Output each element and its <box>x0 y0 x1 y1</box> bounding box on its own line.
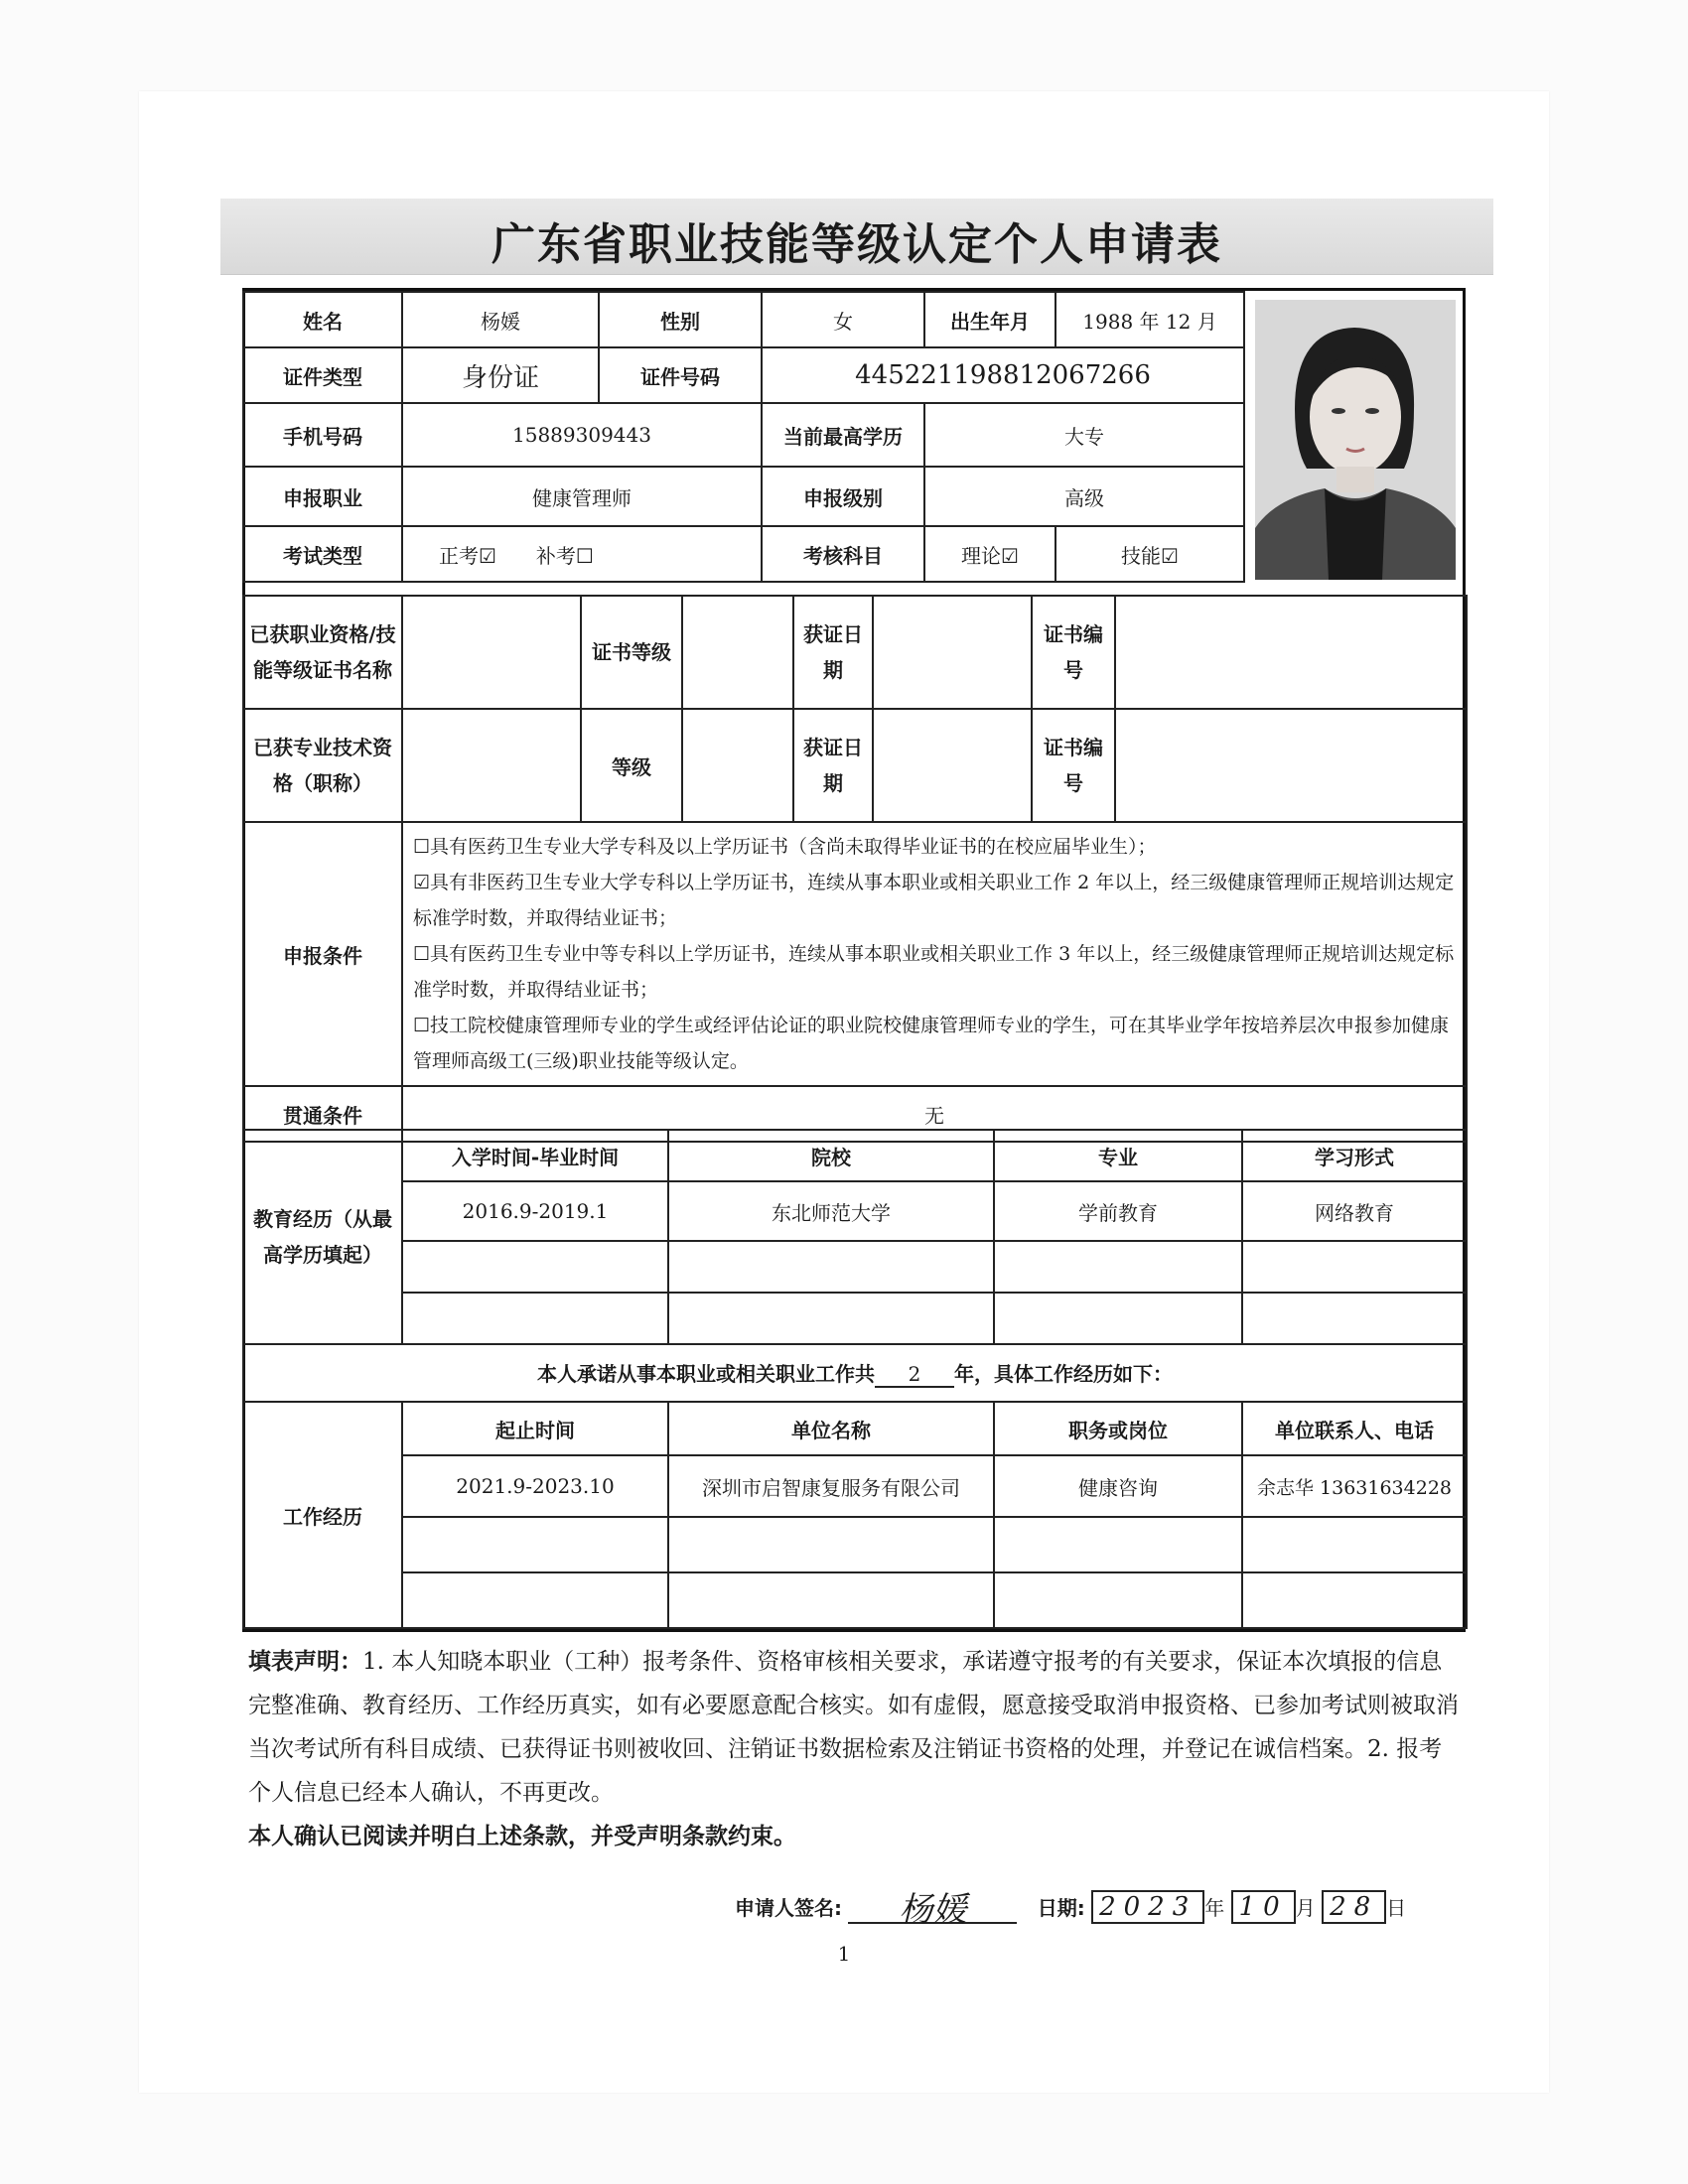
form-title: 广东省职业技能等级认定个人申请表 <box>492 219 1222 270</box>
work-position: 健康咨询 <box>994 1455 1242 1517</box>
education-label: 教育经历（从最高学历填起） <box>243 1130 402 1344</box>
work-pledge <box>243 1344 1467 1402</box>
tech-cert-name <box>402 709 581 822</box>
condition-item: ☐具有医药卫生专业大学专科及以上学历证书（含尚未取得毕业证书的在校应届毕业生）； <box>413 836 1157 858</box>
certificates-table <box>242 595 1468 823</box>
obtain-date-label: 获证日期 <box>793 596 873 709</box>
cert-level-value <box>682 596 793 709</box>
id-type-value: 身份证 <box>402 347 599 403</box>
sign-label: 申请人签名: <box>735 1896 842 1920</box>
conditions-table <box>242 821 1468 1143</box>
phone-label: 手机号码 <box>243 403 402 467</box>
tech-cert-label: 已获专业技术资格（职称） <box>243 709 402 822</box>
declaration-heading: 填表声明： <box>248 1649 362 1675</box>
gender-value: 女 <box>762 292 924 347</box>
work-header-employer: 单位名称 <box>668 1402 994 1455</box>
work-header-period: 起止时间 <box>402 1402 668 1455</box>
applicant-photo <box>1255 300 1456 580</box>
edu-header-school: 院校 <box>668 1130 994 1181</box>
id-no-value: 445221198812067266 <box>762 347 1244 403</box>
conditions-list <box>402 822 1467 1086</box>
work-employer: 深圳市启智康复服务有限公司 <box>668 1455 994 1517</box>
condition-item: ☑具有非医药卫生专业大学专科以上学历证书，连续从事本职业或相关职业工作 2 年以上，经三级健康管理师正规培训达规定标准学时数，并取得结业证书； <box>413 872 1455 929</box>
date-day: 28 <box>1322 1890 1386 1924</box>
personal-info-table <box>242 291 1245 583</box>
edu-header-period: 入学时间-毕业时间 <box>402 1130 668 1181</box>
pledge-suffix: 年，具体工作经历如下： <box>954 1362 1173 1386</box>
cert-level-label: 证书等级 <box>581 596 682 709</box>
education-level-label: 当前最高学历 <box>762 403 924 467</box>
birth-value: 1988 年 12 月 <box>1055 292 1244 347</box>
id-type-label: 证件类型 <box>243 347 402 403</box>
year-unit: 年 <box>1204 1896 1225 1920</box>
subject-theory: 理论☑ <box>924 526 1055 582</box>
date-month: 10 <box>1231 1890 1296 1924</box>
birth-label: 出生年月 <box>924 292 1055 347</box>
condition-item: ☐具有医药卫生专业中等专科以上学历证书，连续从事本职业或相关职业工作 3 年以上，经三级健康管理师正规培训达规定标准学时数，并取得结业证书； <box>413 943 1455 1001</box>
signature-row <box>735 1882 1460 1932</box>
tech-level-label: 等级 <box>581 709 682 822</box>
subject-skill: 技能☑ <box>1055 526 1244 582</box>
handwritten-signature: 杨媛 <box>848 1882 1017 1924</box>
exam-type-options: 正考☑ 补考☐ <box>402 526 762 582</box>
edu-period: 2016.9-2019.1 <box>402 1181 668 1241</box>
tech-cert-no-value <box>1115 709 1467 822</box>
pledge-prefix: 本人承诺从事本职业或相关职业工作共 <box>537 1362 875 1386</box>
apply-level-value: 高级 <box>924 467 1244 526</box>
edu-mode: 网络教育 <box>1242 1181 1467 1241</box>
work-table <box>242 1343 1468 1629</box>
title-bar <box>220 199 1493 275</box>
tech-obtain-date-value <box>873 709 1032 822</box>
work-period: 2021.9-2023.10 <box>402 1455 668 1517</box>
pledge-years: 2 <box>875 1362 954 1388</box>
day-unit: 日 <box>1386 1896 1407 1920</box>
exam-type-label: 考试类型 <box>243 526 402 582</box>
declaration <box>248 1640 1460 1858</box>
date-label: 日期: <box>1037 1896 1085 1920</box>
month-unit: 月 <box>1295 1896 1316 1920</box>
education-level-value: 大专 <box>924 403 1244 467</box>
tech-obtain-date-label: 获证日期 <box>793 709 873 822</box>
gender-label: 性别 <box>599 292 762 347</box>
declaration-text: 1. 本人知晓本职业（工种）报考条件、资格审核相关要求，承诺遵守报考的有关要求，保证本次填报的信息完整准确、教育经历、工作经历真实，如有必要愿意配合核实。如有虚假，愿意接受取消申报资格、已参加考试则被取消当次考试所有科目成绩、已获得证书则被收回、注销证书数据检索及注销证书资格的处理，并登记在诚信档案。2. 报考个人信息已经本人确认，不再更改。 <box>248 1649 1459 1806</box>
through-value: 无 <box>402 1086 1467 1142</box>
through-label: 贯通条件 <box>243 1086 402 1142</box>
obtain-date-value <box>873 596 1032 709</box>
declaration-confirm: 本人确认已阅读并明白上述条款，并受声明条款约束。 <box>248 1824 796 1849</box>
name-value: 杨媛 <box>402 292 599 347</box>
edu-header-mode: 学习形式 <box>1242 1130 1467 1181</box>
subject-label: 考核科目 <box>762 526 924 582</box>
date-year: 2023 <box>1091 1890 1204 1924</box>
occupation-label: 申报职业 <box>243 467 402 526</box>
page-number: 1 <box>837 1942 851 1966</box>
tech-level-value <box>682 709 793 822</box>
tech-cert-no-label: 证书编号 <box>1032 709 1115 822</box>
work-header-contact: 单位联系人、电话 <box>1242 1402 1467 1455</box>
cert-no-label: 证书编号 <box>1032 596 1115 709</box>
work-contact: 余志华 13631634228 <box>1242 1455 1467 1517</box>
edu-school: 东北师范大学 <box>668 1181 994 1241</box>
apply-level-label: 申报级别 <box>762 467 924 526</box>
skill-cert-label: 已获职业资格/技能等级证书名称 <box>243 596 402 709</box>
skill-cert-name <box>402 596 581 709</box>
cert-no-value <box>1115 596 1467 709</box>
condition-item: ☐技工院校健康管理师专业的学生或经评估论证的职业院校健康管理师专业的学生，可在其毕业学年按培养层次申报参加健康管理师高级工(三级)职业技能等级认定。 <box>413 1015 1450 1072</box>
occupation-value: 健康管理师 <box>402 467 762 526</box>
edu-major: 学前教育 <box>994 1181 1242 1241</box>
phone-value: 15889309443 <box>402 403 762 467</box>
edu-header-major: 专业 <box>994 1130 1242 1181</box>
conditions-label: 申报条件 <box>243 822 402 1086</box>
id-no-label: 证件号码 <box>599 347 762 403</box>
name-label: 姓名 <box>243 292 402 347</box>
work-header-position: 职务或岗位 <box>994 1402 1242 1455</box>
education-table <box>242 1129 1468 1345</box>
work-label: 工作经历 <box>243 1402 402 1628</box>
